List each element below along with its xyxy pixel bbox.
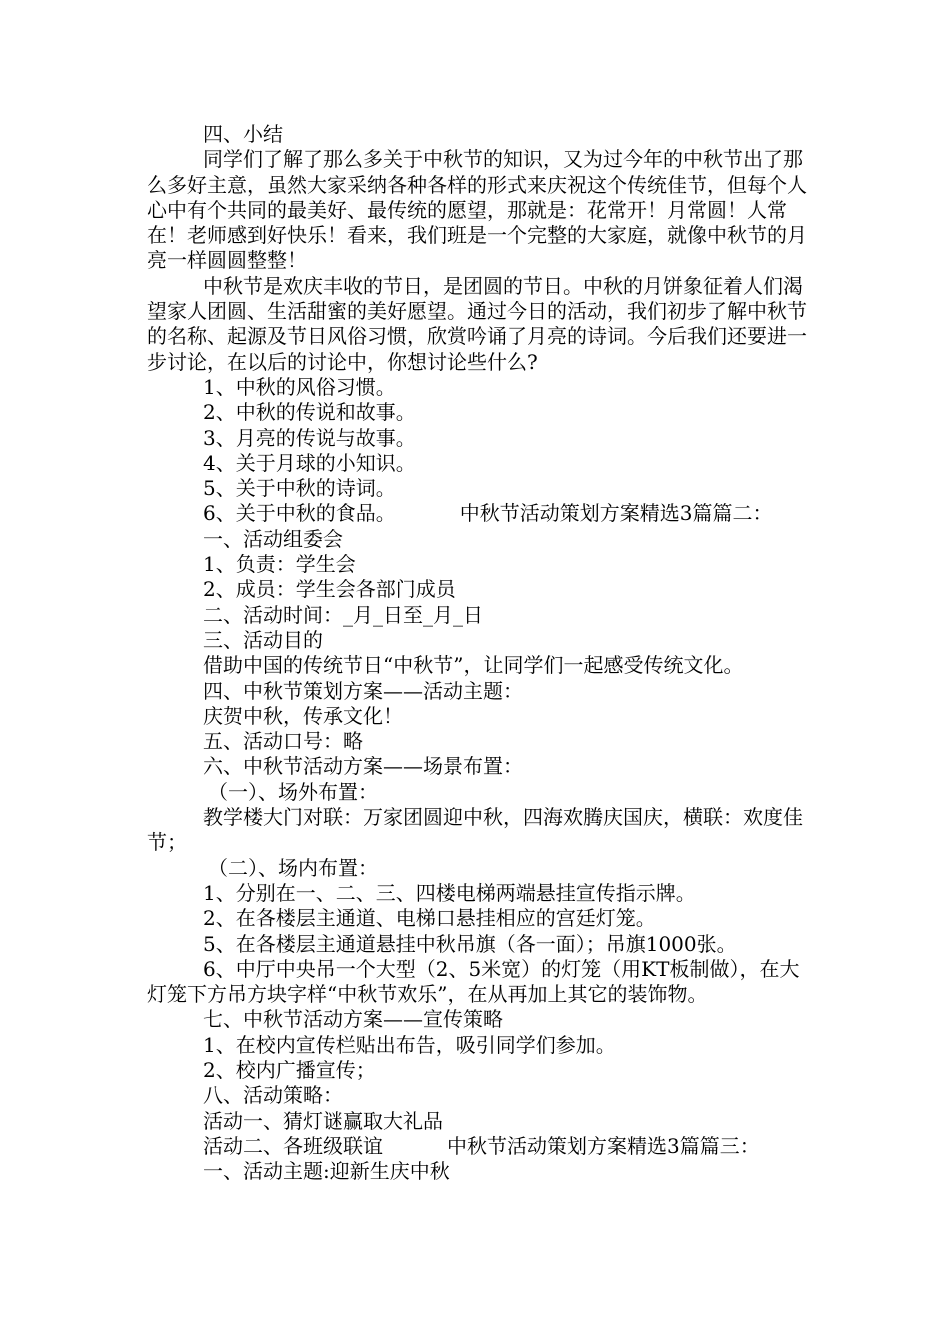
section-heading-committee: 一、活动组委会 [203, 526, 343, 551]
indoor-item-signs: 1、分别在一、二、三、四楼电梯两端悬挂宣传指示牌。 [203, 880, 696, 905]
promotion-item-broadcast: 2、校内广播宣传； [203, 1057, 376, 1082]
indoor-item-lanterns: 2、在各楼层主通道、电梯口悬挂相应的宫廷灯笼。 [203, 906, 656, 931]
promotion-item-notice: 1、在校内宣传栏贴出布告，吸引同学们参加。 [203, 1032, 616, 1057]
strategy-item-riddles: 活动一、猜灯谜赢取大礼品 [203, 1108, 443, 1133]
indoor-item-big-lantern: 6、中厅中央吊一个大型（2、5米宽）的灯笼（用KT板制做），在大灯笼下方吊方块字样“中秋节欢乐”，在从再加上其它的装饰物。 [147, 956, 800, 1007]
committee-members: 2、成员：学生会各部门成员 [203, 577, 456, 602]
list-item-moon-stories: 3、月亮的传说与故事。 [203, 425, 416, 450]
section-heading-purpose: 三、活动目的 [203, 627, 323, 652]
section-heading-slogan: 五、活动口号：略 [203, 729, 363, 754]
paragraph-festival: 中秋节是欢庆丰收的节日，是团圆的节日。中秋的月饼象征着人们渴望家人团圆、生活甜蜜的美好愿望。通过今日的活动，我们初步了解中秋节的名称、起源及节日风俗习惯，欣赏吟诵了月亮的诗词。今后我们还要进一步讨论，在以后的讨论中，你想讨论些什么? [147, 273, 807, 374]
section-heading-activity-theme: 一、活动主题:迎新生庆中秋 [203, 1159, 450, 1184]
committee-responsible: 1、负责：学生会 [203, 552, 356, 577]
list-item-food-with-part-two-title [147, 501, 817, 526]
subheading-indoor: （二）、场内布置： [208, 855, 378, 880]
outdoor-couplet: 教学楼大门对联：万家团圆迎中秋，四海欢腾庆国庆，横联：欢度佳节； [147, 805, 803, 855]
part-three-title: 中秋节活动策划方案精选3篇篇三： [447, 1133, 760, 1158]
section-heading-strategy: 八、活动策略： [203, 1083, 343, 1108]
section-heading-layout: 六、中秋节活动方案——场景布置： [203, 754, 523, 779]
section-heading-promotion: 七、中秋节活动方案——宣传策略 [203, 1007, 503, 1032]
part-two-title: 中秋节活动策划方案精选3篇篇二： [459, 501, 773, 526]
list-item-food: 6、关于中秋的食品。 [203, 501, 396, 526]
list-item-customs: 1、中秋的风俗习惯。 [203, 374, 396, 399]
subheading-outdoor: （一）、场外布置： [208, 779, 378, 804]
list-item-moon-facts: 4、关于月球的小知识。 [203, 450, 416, 475]
section-heading-theme: 四、中秋节策划方案——活动主题： [203, 678, 523, 703]
list-item-legends: 2、中秋的传说和故事。 [203, 400, 416, 425]
list-item-poems: 5、关于中秋的诗词。 [203, 476, 396, 501]
indoor-item-banners: 5、在各楼层主通道悬挂中秋吊旗（各一面）；吊旗1000张。 [203, 931, 737, 956]
purpose-text: 借助中国的传统节日“中秋节”，让同学们一起感受传统文化。 [203, 653, 744, 678]
paragraph-summary: 同学们了解了那么多关于中秋节的知识，又为过今年的中秋节出了那么多好主意，虽然大家采纳各种各样的形式来庆祝这个传统佳节，但每个人心中有个共同的最美好、最传统的愿望，那就是：花常开！月常圆！人常在！老师感到好快乐！看来，我们班是一个完整的大家庭，就像中秋节的月亮一样圆圆整整！ [147, 147, 807, 273]
theme-text: 庆贺中秋，传承文化！ [203, 703, 403, 728]
document-body [147, 122, 817, 1184]
section-heading-summary: 四、小结 [203, 122, 283, 146]
strategy-item-class-party: 活动二、各班级联谊 [203, 1133, 383, 1158]
strategy-item-class-party-with-part-three-title [147, 1134, 817, 1159]
section-heading-time: 二、活动时间：_月_日至_月_日 [203, 602, 483, 627]
